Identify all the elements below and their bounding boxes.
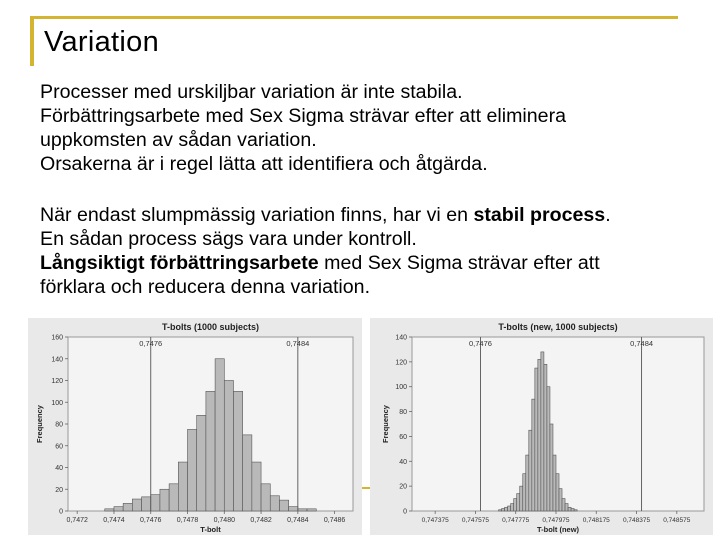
title-accent-bar bbox=[30, 18, 34, 66]
y-tick-label: 20 bbox=[399, 483, 407, 491]
y-tick-label: 60 bbox=[55, 443, 63, 451]
reference-line-label: 0,7476 bbox=[139, 339, 163, 348]
histogram-bar bbox=[535, 368, 538, 511]
y-tick-label: 0 bbox=[403, 508, 407, 516]
y-tick-label: 80 bbox=[55, 421, 63, 429]
y-tick-label: 120 bbox=[395, 359, 407, 367]
histogram-bar bbox=[562, 499, 565, 511]
x-tick-label: 0,748375 bbox=[622, 517, 651, 524]
histogram-bar bbox=[224, 381, 233, 512]
y-tick-label: 100 bbox=[51, 399, 63, 407]
histogram-bar bbox=[505, 507, 508, 511]
histogram-bar bbox=[574, 510, 577, 511]
histogram-bar bbox=[279, 500, 288, 511]
x-axis-label: T-bolt (new) bbox=[536, 525, 580, 534]
histogram-bar bbox=[151, 495, 160, 511]
histogram-bar bbox=[289, 507, 298, 511]
x-tick-label: 0,7482 bbox=[250, 517, 272, 524]
y-tick-label: 20 bbox=[55, 486, 63, 494]
histogram-bar bbox=[568, 507, 571, 511]
bold-term-long-term-improvement: Långsiktigt förbättringsarbete bbox=[40, 252, 319, 274]
histogram-bar bbox=[499, 510, 502, 511]
histogram-bar bbox=[553, 455, 556, 511]
paragraph-2-line: En sådan process sägs vara under kontroll. bbox=[40, 228, 417, 250]
x-tick-label: 0,748175 bbox=[582, 517, 610, 524]
histogram-bar bbox=[233, 391, 242, 511]
paragraph-1 bbox=[40, 80, 700, 176]
y-axis-label: Frequency bbox=[381, 405, 390, 443]
histogram-bar bbox=[559, 489, 562, 511]
histogram-bar bbox=[511, 504, 514, 511]
y-axis-label: Frequency bbox=[35, 405, 44, 443]
y-tick-label: 140 bbox=[395, 334, 407, 342]
x-tick-label: 0,747375 bbox=[421, 517, 449, 524]
histogram-bar bbox=[123, 503, 132, 511]
histogram-bar bbox=[142, 497, 151, 511]
histogram-tbolts bbox=[28, 318, 362, 535]
paragraph-2-line bbox=[40, 203, 700, 227]
paragraph-1-line: Förbättringsarbete med Sex Sigma strävar efter att eliminera bbox=[40, 105, 566, 127]
histogram-bar bbox=[565, 504, 568, 511]
x-tick-label: 0,7472 bbox=[66, 517, 88, 524]
reference-line-label: 0,7484 bbox=[630, 339, 654, 348]
histogram-bar bbox=[547, 387, 550, 511]
paragraph-1-line: uppkomsten av sådan variation. bbox=[40, 129, 317, 151]
histogram-bar bbox=[517, 494, 520, 511]
histogram-bar bbox=[307, 509, 316, 511]
histogram-bar bbox=[197, 415, 206, 511]
histogram-bar bbox=[132, 499, 141, 511]
chart-title: T-bolts (new, 1000 subjects) bbox=[498, 322, 618, 332]
histogram-bar bbox=[532, 399, 535, 511]
x-axis-label: T-bolt bbox=[200, 525, 221, 534]
text-run: med Sex Sigma strävar efter att bbox=[318, 252, 600, 274]
histogram-bar bbox=[541, 352, 544, 511]
histogram-bar bbox=[178, 462, 187, 511]
x-tick-label: 0,7476 bbox=[140, 517, 162, 524]
x-tick-label: 0,7486 bbox=[323, 517, 346, 524]
histogram-bar bbox=[550, 424, 553, 511]
histogram-bar bbox=[206, 391, 215, 511]
y-tick-label: 40 bbox=[399, 458, 407, 466]
x-tick-label: 0,747775 bbox=[502, 517, 530, 524]
chart-title: T-bolts (1000 subjects) bbox=[161, 322, 260, 332]
histogram-bar bbox=[514, 499, 517, 511]
histogram-bar bbox=[502, 509, 505, 511]
histogram-bar bbox=[215, 359, 224, 511]
histogram-bar bbox=[252, 462, 261, 511]
histogram-bar bbox=[270, 496, 279, 511]
histogram-tbolts-new bbox=[370, 318, 713, 535]
paragraph-2-line: förklara och reducera denna variation. bbox=[40, 276, 371, 298]
histogram-bar bbox=[160, 489, 169, 511]
paragraph-2 bbox=[40, 203, 700, 299]
y-tick-label: 120 bbox=[51, 378, 63, 385]
text-run: . bbox=[605, 204, 611, 226]
reference-line-label: 0,7476 bbox=[468, 339, 492, 348]
x-tick-label: 0,747575 bbox=[461, 517, 489, 524]
histogram-bar bbox=[556, 474, 559, 511]
x-tick-label: 0,7478 bbox=[176, 517, 199, 524]
y-tick-label: 100 bbox=[395, 384, 407, 392]
histogram-bar bbox=[523, 474, 526, 511]
y-tick-label: 60 bbox=[399, 433, 407, 441]
histogram-bar bbox=[188, 429, 197, 511]
x-tick-label: 0,7474 bbox=[103, 517, 125, 524]
y-tick-label: 40 bbox=[55, 465, 63, 472]
histogram-bar bbox=[105, 509, 114, 511]
paragraph-2-line bbox=[40, 251, 700, 275]
histogram-bar bbox=[243, 435, 252, 511]
x-tick-label: 0,7480 bbox=[213, 517, 236, 524]
title-accent-rule bbox=[30, 16, 678, 19]
histogram-bar bbox=[520, 486, 523, 511]
text-run: När endast slumpmässig variation finns, har vi en bbox=[40, 204, 474, 226]
histogram-bar bbox=[114, 507, 123, 511]
histogram-bar bbox=[298, 509, 307, 511]
x-tick-label: 0,7484 bbox=[287, 517, 309, 524]
slide-title: Variation bbox=[44, 26, 160, 58]
bold-term-stable-process: stabil process bbox=[473, 204, 606, 226]
histogram-bar bbox=[529, 430, 532, 511]
y-tick-label: 0 bbox=[59, 508, 63, 516]
y-tick-label: 160 bbox=[51, 334, 63, 342]
reference-line-label: 0,7484 bbox=[286, 339, 310, 348]
histogram-bar bbox=[526, 455, 529, 511]
paragraph-1-line: Processer med urskiljbar variation är inte stabila. bbox=[40, 81, 463, 103]
x-tick-label: 0,748575 bbox=[663, 517, 691, 524]
y-tick-label: 80 bbox=[399, 409, 407, 417]
histogram-bar bbox=[508, 506, 511, 511]
x-tick-label: 0,747975 bbox=[542, 517, 570, 524]
y-tick-label: 140 bbox=[51, 356, 63, 364]
histogram-bar bbox=[169, 484, 178, 511]
paragraph-1-line: Orsakerna är i regel lätta att identifiera och åtgärda. bbox=[40, 153, 488, 175]
histogram-bar bbox=[544, 364, 547, 511]
histogram-bar bbox=[571, 509, 574, 511]
histogram-bar bbox=[538, 359, 541, 511]
histogram-bar bbox=[261, 484, 270, 511]
